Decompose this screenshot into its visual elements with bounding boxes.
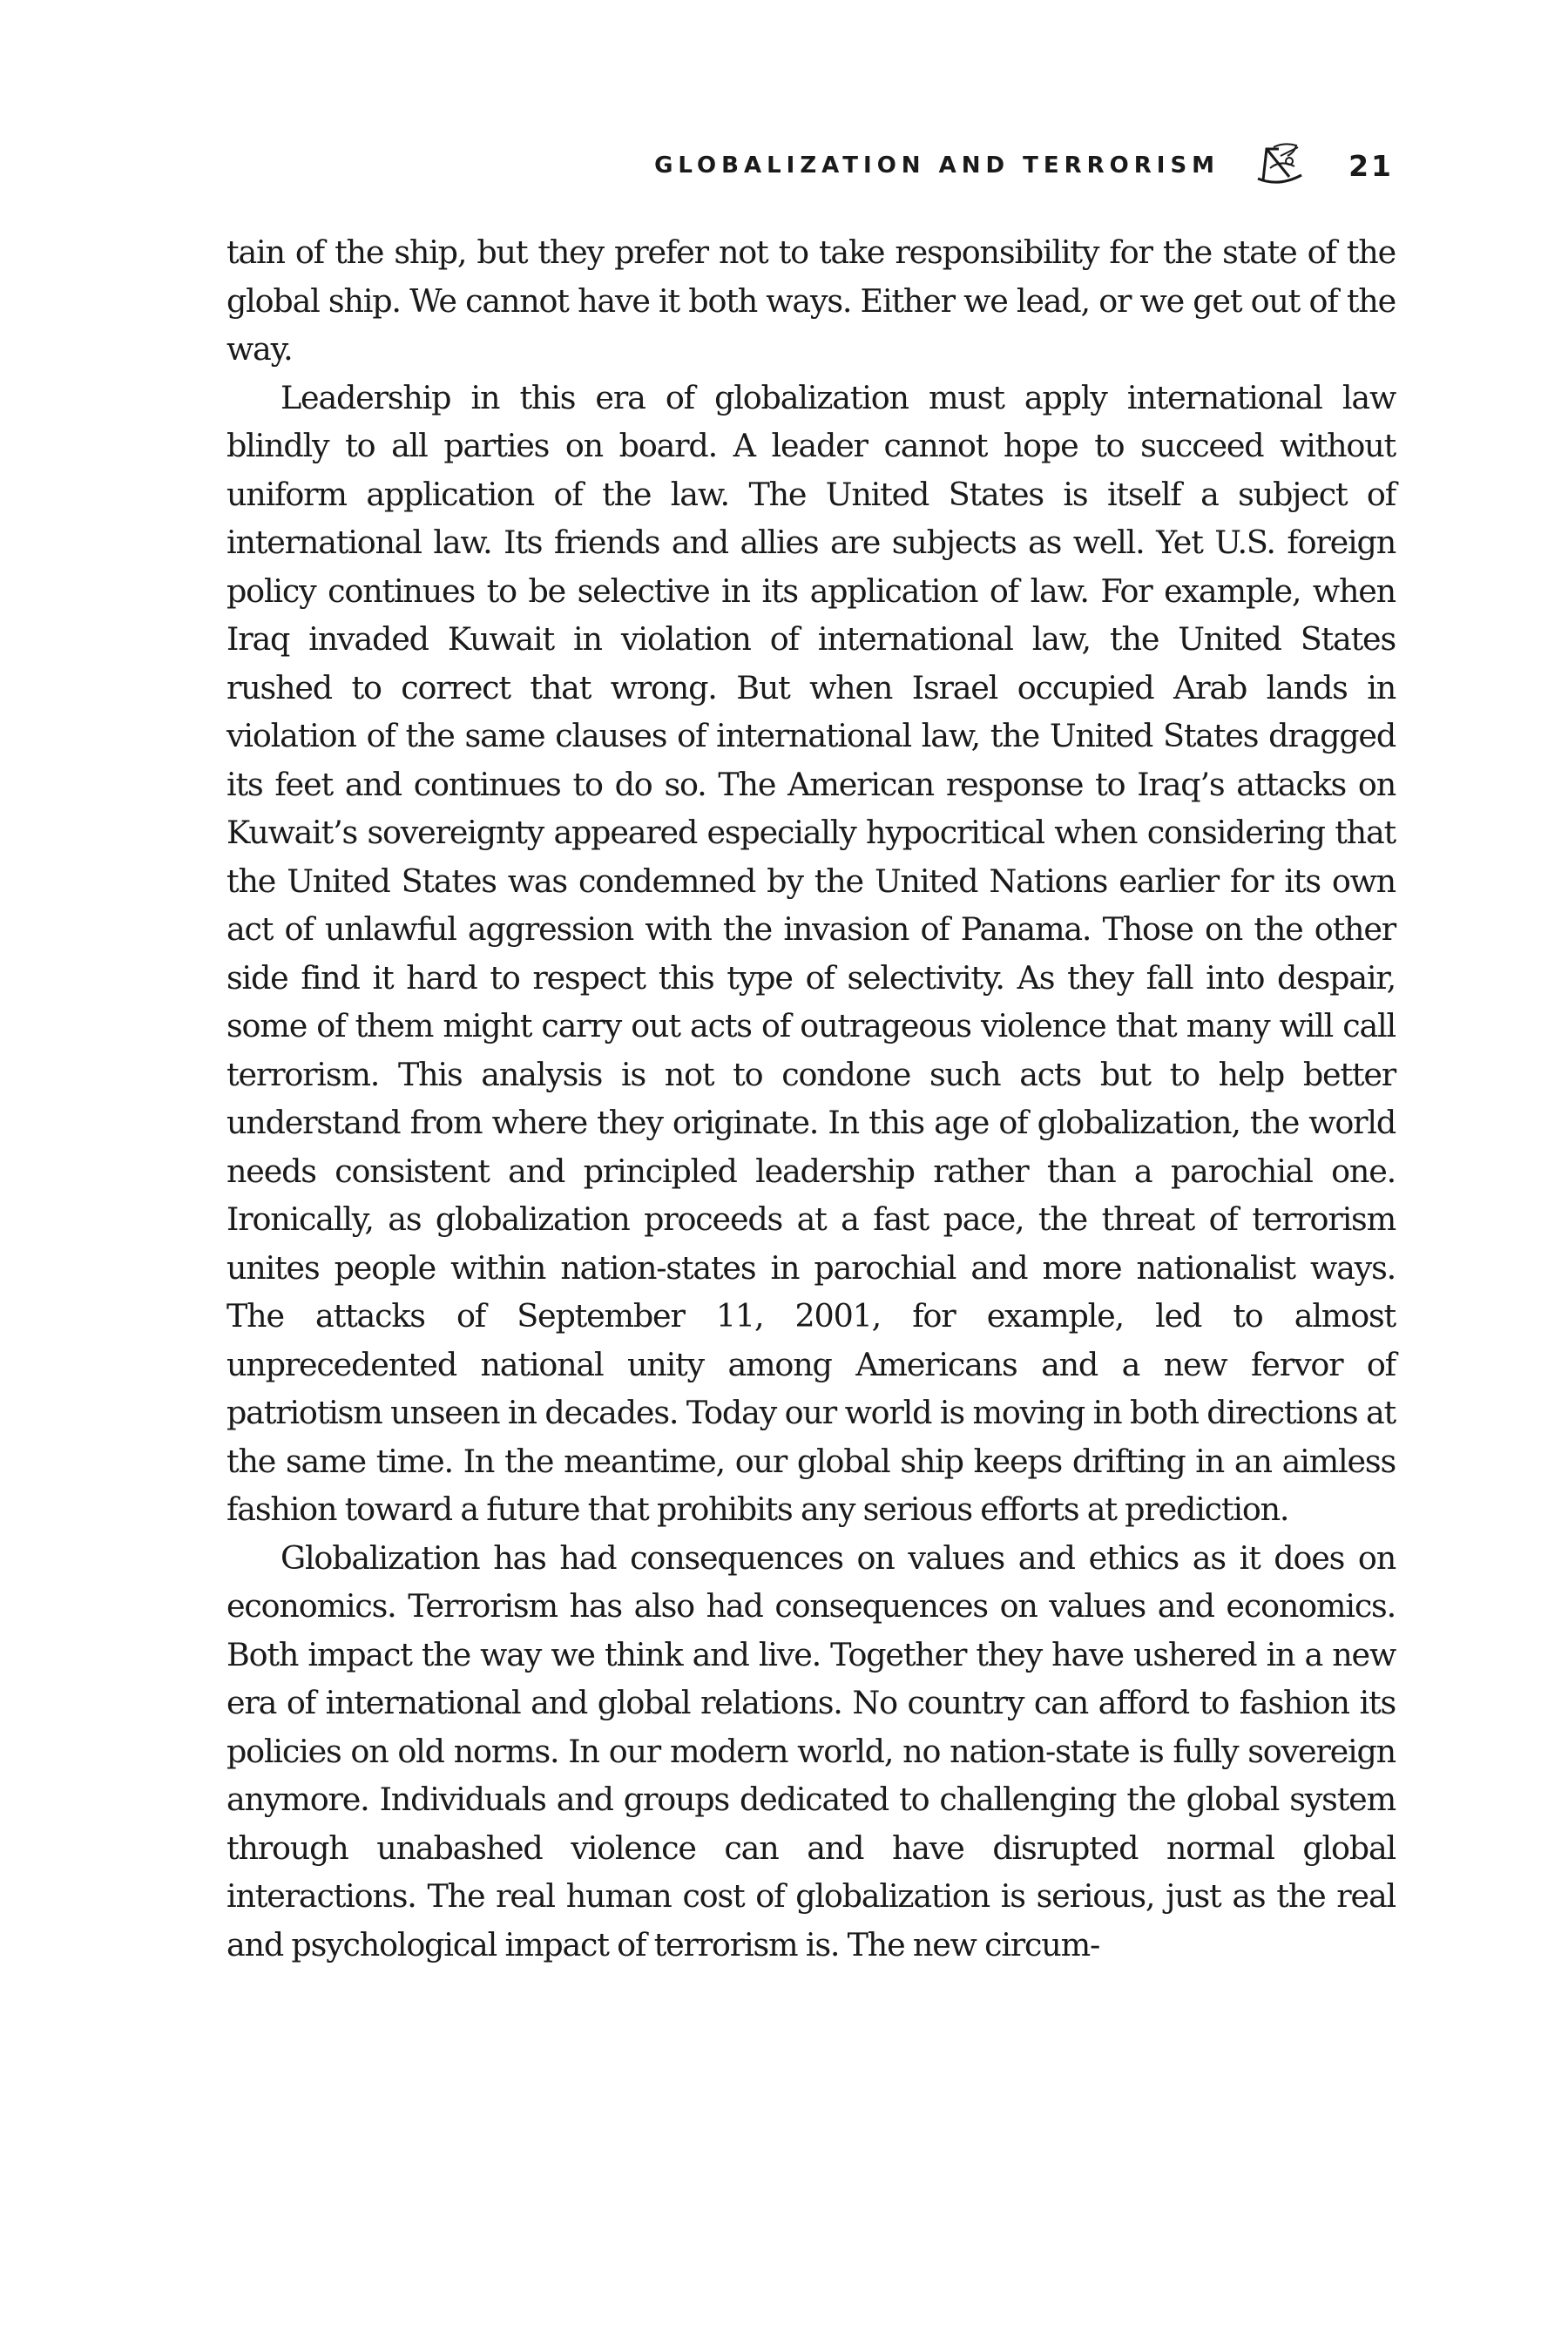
paragraph-continued: tain of the ship, but they prefer not to take responsibility for the state of the global ship. We cannot have it both ways. Either we lead, or we get out of the way.: [226, 233, 1396, 368]
running-title: GLOBALIZATION AND TERRORISM: [654, 152, 1220, 179]
paragraph-leadership: Leadership in this era of globalization must apply international law blindly to all parties on board. A leader cannot hope to succeed without uniform application of the law. The United States is itself a subject of international law. Its friends and allies are subjects as well. Yet U.S. foreign policy continues to be selective in its application of law. For example, when Iraq invaded Kuwait in violation of international law, the United States rushed to correct that wrong. But when Israel occupied Arab lands in violation of the same clauses of international law, the United States dragged its feet and continues to do so. The American response to Iraq’s attacks on Kuwait’s sovereignty appeared especially hypocritical when considering that the United States was condemned by the United Nations earlier for its own act of unlawful aggression with the invasion of Panama. Those on the other side find it hard to respect this type of selectivity. As they fall into despair, some of them might carry out acts of outrageous violence that many will call terrorism. This analysis is not to condone such acts but to help better understand from where they originate. In this age of globalization, the world needs consistent and principled leadership rather than a parochial one. Ironically, as globalization proceeds at a fast pace, the threat of terrorism unites people within nation-states in parochial and more nationalist ways. The attacks of September 11, 2001, for example, led to almost unprecedented national unity among Americans and a new fervor of patriotism unseen in decades. Today our world is moving in both directions at the same time. In the meantime, our global ship keeps drifting in an aimless fashion toward a future that prohibits any serious efforts at prediction.: [226, 378, 1396, 1528]
stylized-ship-icon: [1254, 140, 1305, 191]
body-text: [226, 228, 1396, 1969]
page-number: 21: [1348, 148, 1394, 183]
running-head: [226, 138, 1394, 193]
paragraph-globalization-consequences: Globalization has had consequences on values and ethics as it does on economics. Terrorism has also had consequences on values and economics. Both impact the way we think and live. Together they have ushered in a new era of international and global relations. No country can afford to fashion its policies on old norms. In our modern world, no nation-state is fully sovereign anymore. Individuals and groups dedicated to challenging the global system through unabashed violence can and have disrupted normal global interactions. The real human cost of globalization is serious, just as the real and psychological impact of terrorism is. The new circum-: [226, 1538, 1396, 1963]
